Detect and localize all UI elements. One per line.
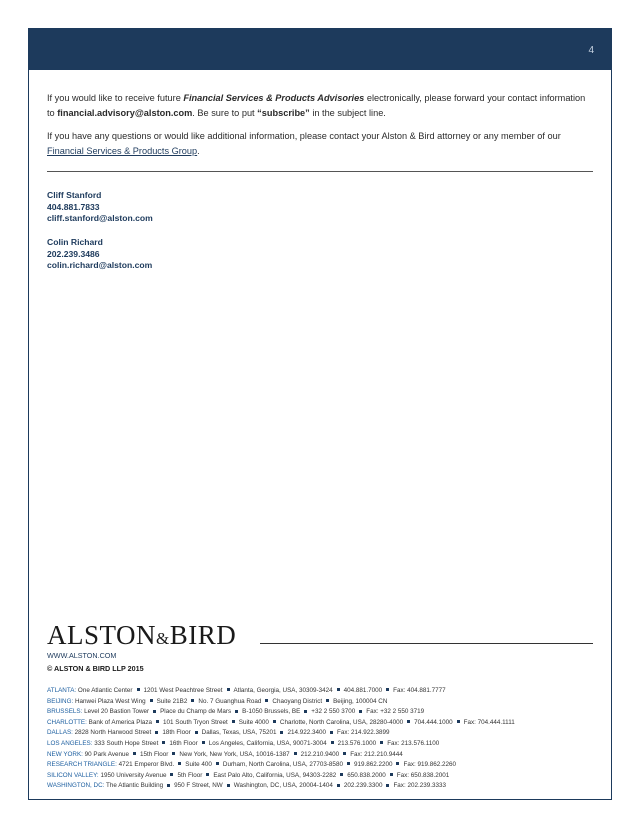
office-list xyxy=(47,686,607,792)
office-detail: 18th Floor xyxy=(162,729,191,737)
office-detail: 202.239.3300 xyxy=(343,782,383,790)
office-detail: Level 20 Bastion Tower xyxy=(84,708,150,716)
subscribe-paragraph xyxy=(47,91,595,120)
office-address xyxy=(47,750,607,761)
para1-text-3: electronically, please forward your contact information xyxy=(364,93,586,103)
office-address xyxy=(47,781,607,792)
office-detail: 1950 University Avenue xyxy=(100,771,167,779)
office-address xyxy=(47,718,607,729)
separator-square-icon xyxy=(137,688,140,691)
separator-square-icon xyxy=(178,762,181,765)
office-detail: 404.881.7000 xyxy=(343,687,383,694)
office-detail: Washington, DC, USA, 20004-1404 xyxy=(233,782,333,790)
office-detail: Fax: 214.922.3899 xyxy=(337,729,390,737)
office-detail: No. 7 Guanghua Road xyxy=(198,697,262,705)
office-detail: 919.862.2200 xyxy=(353,761,393,769)
office-detail: 101 South Tryon Street xyxy=(163,718,228,726)
office-detail: 214.922.3400 xyxy=(287,729,326,737)
office-detail: 2828 North Harwood Street xyxy=(74,729,152,737)
separator-square-icon xyxy=(294,752,297,755)
office-detail: +32 2 550 3700 xyxy=(311,708,356,716)
separator-square-icon xyxy=(380,741,383,744)
separator-square-icon xyxy=(265,699,268,702)
office-detail: The Atlantic Building xyxy=(106,782,164,790)
separator-square-icon xyxy=(195,731,198,734)
separator-square-icon xyxy=(304,710,307,713)
logo-left: ALSTON xyxy=(47,620,157,650)
logo-amp: & xyxy=(156,629,170,648)
office-city: ATLANTA: xyxy=(47,687,77,694)
separator-square-icon xyxy=(337,688,340,691)
separator-square-icon xyxy=(326,699,329,702)
office-address xyxy=(47,760,607,771)
office-detail: 16th Floor xyxy=(169,739,198,747)
main-content xyxy=(47,91,595,167)
separator-square-icon xyxy=(133,752,136,755)
office-detail: Bank of America Plaza xyxy=(88,718,152,726)
office-city: BRUSSELS: xyxy=(47,708,83,716)
para2-text-1: If you have any questions or would like additional information, please contact your Alston & Bird attorney or any member of our xyxy=(47,131,561,141)
para2-text-2: . xyxy=(197,145,200,156)
office-detail: Atlanta, Georgia, USA, 30309-3424 xyxy=(233,687,333,694)
separator-square-icon xyxy=(155,731,158,734)
separator-square-icon xyxy=(407,720,410,723)
office-detail: 333 South Hope Street xyxy=(94,739,159,747)
office-detail: Fax: 212.210.9444 xyxy=(350,750,403,758)
separator-square-icon xyxy=(216,762,219,765)
separator-square-icon xyxy=(331,741,334,744)
office-detail: 704.444.1000 xyxy=(414,718,453,726)
para1-text-5: . Be sure to put xyxy=(192,107,258,118)
separator-square-icon xyxy=(273,720,276,723)
office-detail: Los Angeles, California, USA, 90071-3004 xyxy=(208,739,327,747)
para1-text-4: to xyxy=(47,107,58,118)
office-address xyxy=(47,707,607,718)
contact-email-link[interactable]: colin.richard@alston.com xyxy=(47,260,153,270)
office-detail: Charlotte, North Carolina, USA, 28280-4000 xyxy=(279,718,404,726)
separator-square-icon xyxy=(340,773,343,776)
office-detail: Suite 400 xyxy=(185,761,212,769)
office-detail: B-1050 Brussels, BE xyxy=(242,708,301,716)
office-detail: Beijing, 100004 CN xyxy=(333,697,388,705)
separator-square-icon xyxy=(156,720,159,723)
office-city: CHARLOTTE: xyxy=(47,718,87,726)
office-city: WASHINGTON, DC: xyxy=(47,782,105,790)
separator-square-icon xyxy=(167,784,170,787)
contact-email-link[interactable]: cliff.stanford@alston.com xyxy=(47,213,153,223)
separator-square-icon xyxy=(330,731,333,734)
para1-text-6: in the subject line. xyxy=(309,107,386,118)
logo-right: BIRD xyxy=(169,620,237,650)
separator-square-icon xyxy=(337,784,340,787)
office-detail: 950 F Street, NW xyxy=(174,782,223,790)
advisory-email-link[interactable]: financial.advisory@alston.com xyxy=(57,107,193,118)
separator-square-icon xyxy=(280,731,283,734)
contact-phone: 202.239.3486 xyxy=(47,248,100,259)
contact-card xyxy=(47,190,153,225)
firm-logo xyxy=(47,620,236,651)
separator-square-icon xyxy=(150,699,153,702)
office-city: LOS ANGELES: xyxy=(47,739,93,747)
office-detail: Fax: 202.239.3333 xyxy=(393,782,446,790)
office-detail: Fax: 919.862.2260 xyxy=(403,761,456,769)
office-detail: 90 Park Avenue xyxy=(84,750,130,758)
office-detail: Suite 21B2 xyxy=(156,697,188,705)
office-detail: 1201 West Peachtree Street xyxy=(143,687,223,694)
office-detail: 15th Floor xyxy=(140,750,169,758)
contact-card xyxy=(47,237,152,272)
header-bar xyxy=(28,28,612,70)
office-address xyxy=(47,697,607,708)
separator-square-icon xyxy=(162,741,165,744)
page-number: 4 xyxy=(588,45,594,56)
separator-square-icon xyxy=(170,773,173,776)
office-city: DALLAS: xyxy=(47,729,73,737)
separator-square-icon xyxy=(390,773,393,776)
office-detail: One Atlantic Center xyxy=(77,687,133,694)
office-detail: 5th Floor xyxy=(177,771,203,779)
separator-square-icon xyxy=(396,762,399,765)
office-city: NEW YORK: xyxy=(47,750,83,758)
questions-paragraph xyxy=(47,129,595,158)
office-address xyxy=(47,728,607,739)
separator-square-icon xyxy=(202,741,205,744)
separator-square-icon xyxy=(343,752,346,755)
contact-name: Colin Richard xyxy=(47,237,103,247)
separator-square-icon xyxy=(232,720,235,723)
separator-square-icon xyxy=(191,699,194,702)
separator-square-icon xyxy=(386,784,389,787)
office-detail: Fax: 213.576.1100 xyxy=(387,739,440,747)
website-link[interactable]: WWW.ALSTON.COM xyxy=(47,651,117,660)
separator-square-icon xyxy=(172,752,175,755)
office-detail: 650.838.2000 xyxy=(347,771,386,779)
office-detail: Fax: 704.444.1111 xyxy=(463,718,515,726)
office-detail: Fax: 650.838.2001 xyxy=(396,771,450,779)
office-city: RESEARCH TRIANGLE: xyxy=(47,761,117,769)
office-detail: Chaoyang District xyxy=(272,697,323,705)
office-detail: Fax: +32 2 550 3719 xyxy=(366,708,425,716)
separator-square-icon xyxy=(227,688,230,691)
separator-square-icon xyxy=(227,784,230,787)
office-address xyxy=(47,771,607,782)
separator-square-icon xyxy=(347,762,350,765)
office-detail: 213.576.1000 xyxy=(337,739,377,747)
office-detail: 4721 Emperor Blvd. xyxy=(118,761,175,769)
office-detail: 212.210.9400 xyxy=(300,750,340,758)
separator-square-icon xyxy=(457,720,460,723)
para1-text-1: If you would like to receive future xyxy=(47,93,184,103)
office-detail: Place du Champ de Mars xyxy=(160,708,232,716)
office-detail: Durham, North Carolina, USA, 27703-8580 xyxy=(222,761,343,769)
divider xyxy=(47,171,593,172)
logo-rule xyxy=(260,643,593,644)
copyright: © ALSTON & BIRD LLP 2015 xyxy=(47,664,144,673)
office-detail: Hanwei Plaza West Wing xyxy=(75,697,146,705)
office-detail: New York, New York, USA, 10016-1387 xyxy=(179,750,290,758)
separator-square-icon xyxy=(153,710,156,713)
contact-phone: 404.881.7833 xyxy=(47,201,100,212)
office-city: BEIJING: xyxy=(47,697,74,705)
separator-square-icon xyxy=(235,710,238,713)
office-address xyxy=(47,739,607,750)
separator-square-icon xyxy=(206,773,209,776)
office-detail: Dallas, Texas, USA, 75201 xyxy=(201,729,277,737)
office-address xyxy=(47,686,607,697)
logo-row xyxy=(47,620,593,650)
office-detail: Suite 4000 xyxy=(238,718,269,726)
office-city: SILICON VALLEY: xyxy=(47,771,99,779)
subscribe-keyword: “subscribe” xyxy=(257,107,310,118)
office-detail: Fax: 404.881.7777 xyxy=(393,687,446,694)
separator-square-icon xyxy=(359,710,362,713)
publication-name: Financial Services & Products Advisories xyxy=(183,93,365,103)
contact-name: Cliff Stanford xyxy=(47,190,102,200)
separator-square-icon xyxy=(386,688,389,691)
group-link[interactable]: Financial Services & Products Group xyxy=(47,145,198,156)
office-detail: East Palo Alto, California, USA, 94303-2282 xyxy=(213,771,337,779)
